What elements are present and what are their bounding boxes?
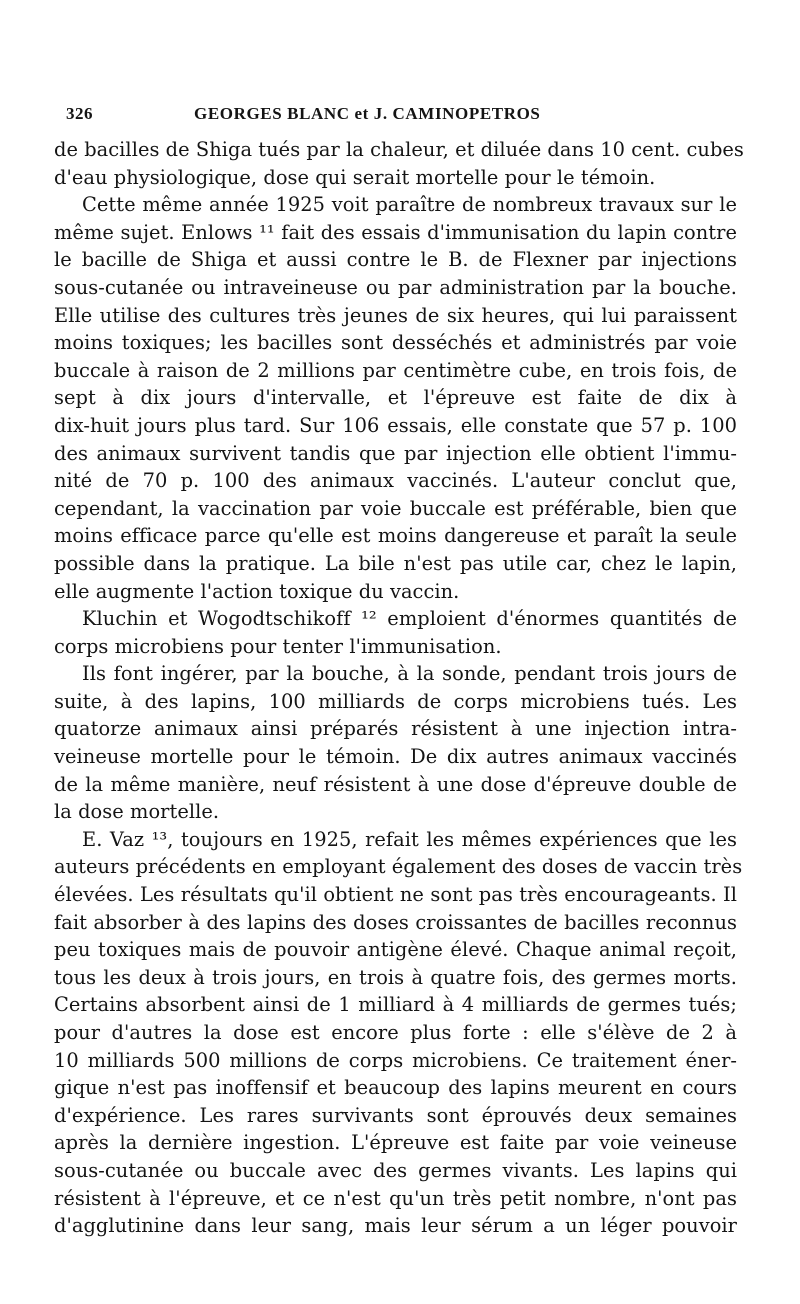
text-line: même sujet. Enlows ¹¹ fait des essais d'immunisation du lapin contre (54, 220, 737, 244)
text-line: peu toxiques mais de pouvoir antigène élevé. Chaque animal reçoit, (54, 938, 737, 962)
page-header (54, 100, 737, 136)
text-line: buccale à raison de 2 millions par centimètre cube, en trois fois, de (54, 358, 737, 382)
text-line: de bacilles de Shiga tués par la chaleur, et diluée dans 10 cent. cubes (54, 138, 744, 161)
body-text (54, 136, 744, 1240)
text-line: la dose mortelle. (54, 800, 220, 824)
text-line: tous les deux à trois jours, en trois à quatre fois, des germes morts. (54, 965, 737, 989)
text-line: Cette même année 1925 voit paraître de nombreux travaux sur le (82, 193, 737, 217)
text-line: d'expérience. Les rares survivants sont éprouvés deux semaines (54, 1103, 737, 1127)
text-line: sept à dix jours d'intervalle, et l'épreuve est faite de dix à (54, 386, 737, 410)
text-line: veineuse mortelle pour le témoin. De dix autres animaux vaccinés (54, 745, 737, 769)
text-line: cependant, la vaccination par voie buccale est préférable, bien que (54, 496, 737, 520)
paragraph (54, 826, 743, 1240)
text-line: Kluchin et Wogodtschikoff ¹² emploient d'énormes quantités de (82, 607, 737, 631)
text-line: possible dans la pratique. La bile n'est pas utile car, chez le lapin, (54, 551, 737, 575)
text-line: moins efficace parce qu'elle est moins dangereuse et paraît la seule (54, 524, 737, 548)
text-line: moins toxiques; les bacilles sont desséchés et administrés par voie (54, 331, 737, 355)
text-line: suite, à des lapins, 100 milliards de corps microbiens tués. Les (54, 689, 737, 713)
text-line: corps microbiens pour tenter l'immunisation. (54, 634, 502, 658)
text-line: auteurs précédents en employant également des doses de vaccin très (54, 855, 743, 879)
paragraph (54, 605, 737, 660)
text-line: sous-cutanée ou intraveineuse ou par administration par la bouche. (54, 275, 737, 299)
text-line: sous-cutanée ou buccale avec des germes vivants. Les lapins qui (54, 1158, 737, 1182)
page-number: 326 (66, 104, 93, 123)
text-line: après la dernière ingestion. L'épreuve est faite par voie veineuse (54, 1131, 737, 1155)
text-line: Certains absorbent ainsi de 1 milliard à 4 milliards de germes tués; (54, 993, 737, 1017)
text-line: résistent à l'épreuve, et ce n'est qu'un très petit nombre, n'ont pas (54, 1186, 737, 1210)
text-line: élevées. Les résultats qu'il obtient ne sont pas très encourageants. Il (54, 883, 737, 907)
paragraph (54, 660, 737, 826)
text-line: elle augmente l'action toxique du vaccin. (54, 579, 460, 603)
book-page (54, 100, 744, 1240)
text-line: le bacille de Shiga et aussi contre le B. de Flexner par injections (54, 248, 737, 272)
text-line: Ils font ingérer, par la bouche, à la sonde, pendant trois jours de (82, 662, 737, 686)
running-title: GEORGES BLANC et J. CAMINOPETROS (194, 104, 541, 123)
text-line: des animaux survivent tandis que par injection elle obtient l'immu- (54, 441, 737, 465)
text-line: nité de 70 p. 100 des animaux vaccinés. L'auteur conclut que, (54, 469, 737, 493)
paragraph (54, 191, 737, 605)
text-line: dix-huit jours plus tard. Sur 106 essais, elle constate que 57 p. 100 (54, 413, 737, 437)
text-line: gique n'est pas inoffensif et beaucoup des lapins meurent en cours (54, 1076, 737, 1100)
paragraph (54, 136, 744, 191)
text-line: d'eau physiologique, dose qui serait mortelle pour le témoin. (54, 165, 656, 189)
text-line: de la même manière, neuf résistent à une dose d'épreuve double de (54, 772, 737, 796)
text-line: E. Vaz ¹³, toujours en 1925, refait les mêmes expériences que les (82, 827, 737, 851)
text-line: 10 milliards 500 millions de corps microbiens. Ce traitement éner- (54, 1048, 737, 1072)
text-line: quatorze animaux ainsi préparés résistent à une injection intra- (54, 717, 737, 741)
text-line: fait absorber à des lapins des doses croissantes de bacilles reconnus (54, 910, 737, 934)
text-line: Elle utilise des cultures très jeunes de six heures, qui lui paraissent (54, 303, 737, 327)
text-line: pour d'autres la dose est encore plus forte : elle s'élève de 2 à (54, 1021, 737, 1044)
text-line: d'agglutinine dans leur sang, mais leur sérum a un léger pouvoir (54, 1214, 737, 1238)
